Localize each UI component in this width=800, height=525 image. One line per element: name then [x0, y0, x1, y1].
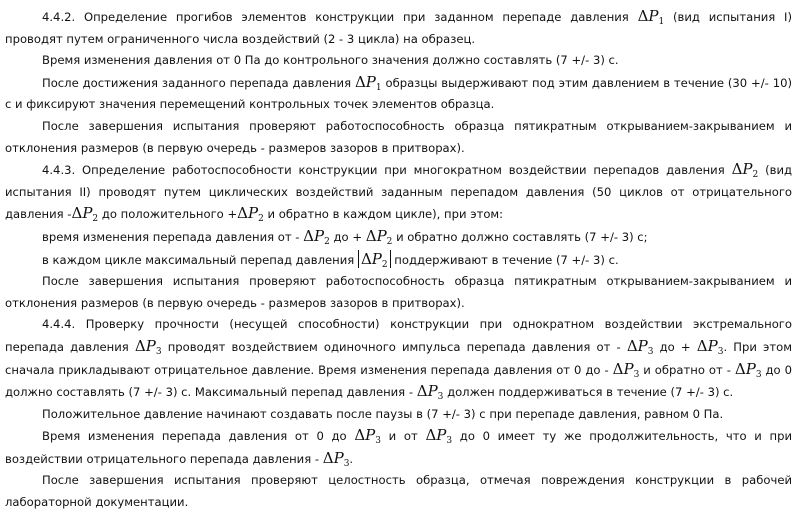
- formula-subscript: 2: [752, 170, 759, 181]
- formula-subscript: 2: [386, 236, 393, 247]
- text-run: (вид испытания I) проводят путем ограниченного числа воздействий (2 - 3 цикла) на образец.: [5, 10, 792, 46]
- text-run: до положительного +: [98, 207, 238, 222]
- text-run: . При этом сначала прикладывают отрицательное давление. Время изменения перепада давления от 0 до -: [5, 339, 792, 377]
- text-run: образцы выдерживают под этим давлением в течение (30 +/- 10) с и фиксируют значения перемещений контрольных точек элементов образца.: [5, 75, 792, 112]
- text-run: и обратно от -: [639, 362, 735, 377]
- delta-p-formula: $\Delta P_1$: [354, 72, 382, 93]
- paragraph-p-442-after: [5, 116, 792, 159]
- text-run: до +: [329, 229, 366, 244]
- paragraph-p-443-time: [5, 226, 792, 249]
- text-run: Положительное давление начинают создавать после паузы в (7 +/- 3) с при перепаде давления, равном 0 Па.: [42, 406, 724, 421]
- formula-subscript: 2: [324, 236, 330, 247]
- text-run: 4.4.3. Определение работоспособности конструкции при многократном воздействии перепадов давления: [42, 163, 732, 178]
- formula-subscript: 3: [155, 346, 162, 357]
- text-run: время изменения перепада давления от -: [42, 229, 304, 244]
- delta-p-formula: $\Delta P_3$: [134, 336, 162, 357]
- formula-subscript: 3: [633, 369, 640, 380]
- formula-subscript: 2: [92, 214, 99, 225]
- paragraph-p-443-intro: [5, 159, 792, 226]
- delta-p-formula: $\Delta P_3$: [626, 336, 654, 357]
- delta-p-formula: $\Delta P_2$: [237, 204, 264, 225]
- paragraph-p-442-hold: [5, 72, 792, 116]
- paragraph-p-444-after: [5, 470, 792, 513]
- paragraph-p-442-intro: [5, 6, 792, 50]
- text-run: После завершения испытания проверяют работоспособность образца пятикратным открыванием-закрыванием и отклонения размеров (в первую очередь - размеров зазоров в притворах).: [5, 274, 792, 310]
- formula-subscript: 2: [258, 214, 264, 225]
- abs-delta-p-formula: $\Delta P_2$: [358, 250, 391, 268]
- paragraph-p-444-positive: [5, 404, 792, 426]
- delta-p-formula: $\Delta P_3$: [734, 359, 762, 380]
- delta-p-formula: $\Delta P_2$: [731, 160, 759, 181]
- delta-p-formula: $\Delta P_2$: [303, 226, 330, 247]
- formula-subscript: 3: [343, 458, 350, 469]
- text-run: и обратно в каждом цикле), при этом:: [263, 207, 504, 222]
- delta-p-formula: $\Delta P_3$: [612, 359, 640, 380]
- text-run: (вид испытания II) проводят путем циклических воздействий заданным перепадом давления (50 циклов от отрицательного давления -: [5, 163, 793, 222]
- formula-subscript: 3: [375, 436, 381, 447]
- text-run: и обратно должно составлять (7 +/- 3) с;: [392, 229, 648, 244]
- text-run: до 0 должно составлять (7 +/- 3) с. Максимальный перепад давления -: [5, 362, 792, 400]
- delta-p-formula: $\Delta P_1$: [637, 7, 665, 27]
- paragraph-p-442-time: [5, 50, 792, 72]
- formula-subscript: 3: [755, 369, 762, 380]
- text-run: до +: [653, 339, 697, 354]
- delta-p-formula: $\Delta P_3$: [354, 426, 381, 447]
- text-run: После завершения испытания проверяют целостность образца, отмечая повреждения конструкции в рабочей лабораторной документации.: [5, 473, 792, 510]
- delta-p-formula: $\Delta P_2$: [71, 204, 99, 225]
- delta-p-formula: $\Delta P_3$: [425, 426, 453, 447]
- formula-subscript: 3: [647, 346, 654, 357]
- formula-subscript: 1: [658, 17, 665, 27]
- paragraph-p-444-intro: [5, 314, 792, 403]
- formula-subscript: 3: [717, 346, 724, 357]
- delta-p-formula: $\Delta P_3$: [322, 448, 350, 469]
- text-run: 4.4.4. Проверку прочности (несущей способности) конструкции при однократном воздействии экстремального перепада давления: [5, 317, 792, 354]
- text-run: После достижения заданного перепада давления: [42, 75, 355, 90]
- formula-subscript: 2: [381, 259, 388, 270]
- text-run: поддерживают в течение (7 +/- 3) с.: [390, 252, 619, 267]
- paragraph-p-443-after: [5, 271, 792, 314]
- text-run: проводят воздействием одиночного импульса перепада давления от -: [161, 339, 627, 354]
- paragraph-p-443-cycle: [5, 249, 792, 272]
- text-run: и от: [380, 429, 426, 444]
- text-run: до 0 имеет ту же продолжительность, что и при воздействии отрицательного перепада давления -: [5, 429, 792, 466]
- text-run: Время изменения давления от 0 Па до контрольного значения должно составлять (7 +/- 3) с.: [42, 53, 619, 68]
- text-run: 4.4.2. Определение прогибов элементов конструкции при заданном перепаде давления: [42, 10, 638, 24]
- formula-subscript: 1: [375, 82, 382, 93]
- text-run: .: [349, 451, 354, 466]
- paragraph-p-444-time: [5, 425, 792, 470]
- text-run: должен поддерживаться в течение (7 +/- 3) с.: [443, 385, 734, 400]
- formula-subscript: 3: [437, 392, 444, 403]
- text-run: Время изменения перепада давления от 0 до: [42, 429, 355, 444]
- formula-subscript: 3: [446, 436, 453, 447]
- text-run: в каждом цикле максимальный перепад давления: [42, 252, 358, 267]
- text-run: После завершения испытания проверяют работоспособность образца пятикратным открыванием-закрыванием и отклонения размеров (в первую очередь - размеров зазоров в притворах).: [5, 118, 792, 155]
- delta-p-formula: $\Delta P_2$: [365, 226, 393, 247]
- delta-p-formula: $\Delta P_3$: [416, 382, 444, 403]
- delta-p-formula: $\Delta P_3$: [696, 336, 724, 357]
